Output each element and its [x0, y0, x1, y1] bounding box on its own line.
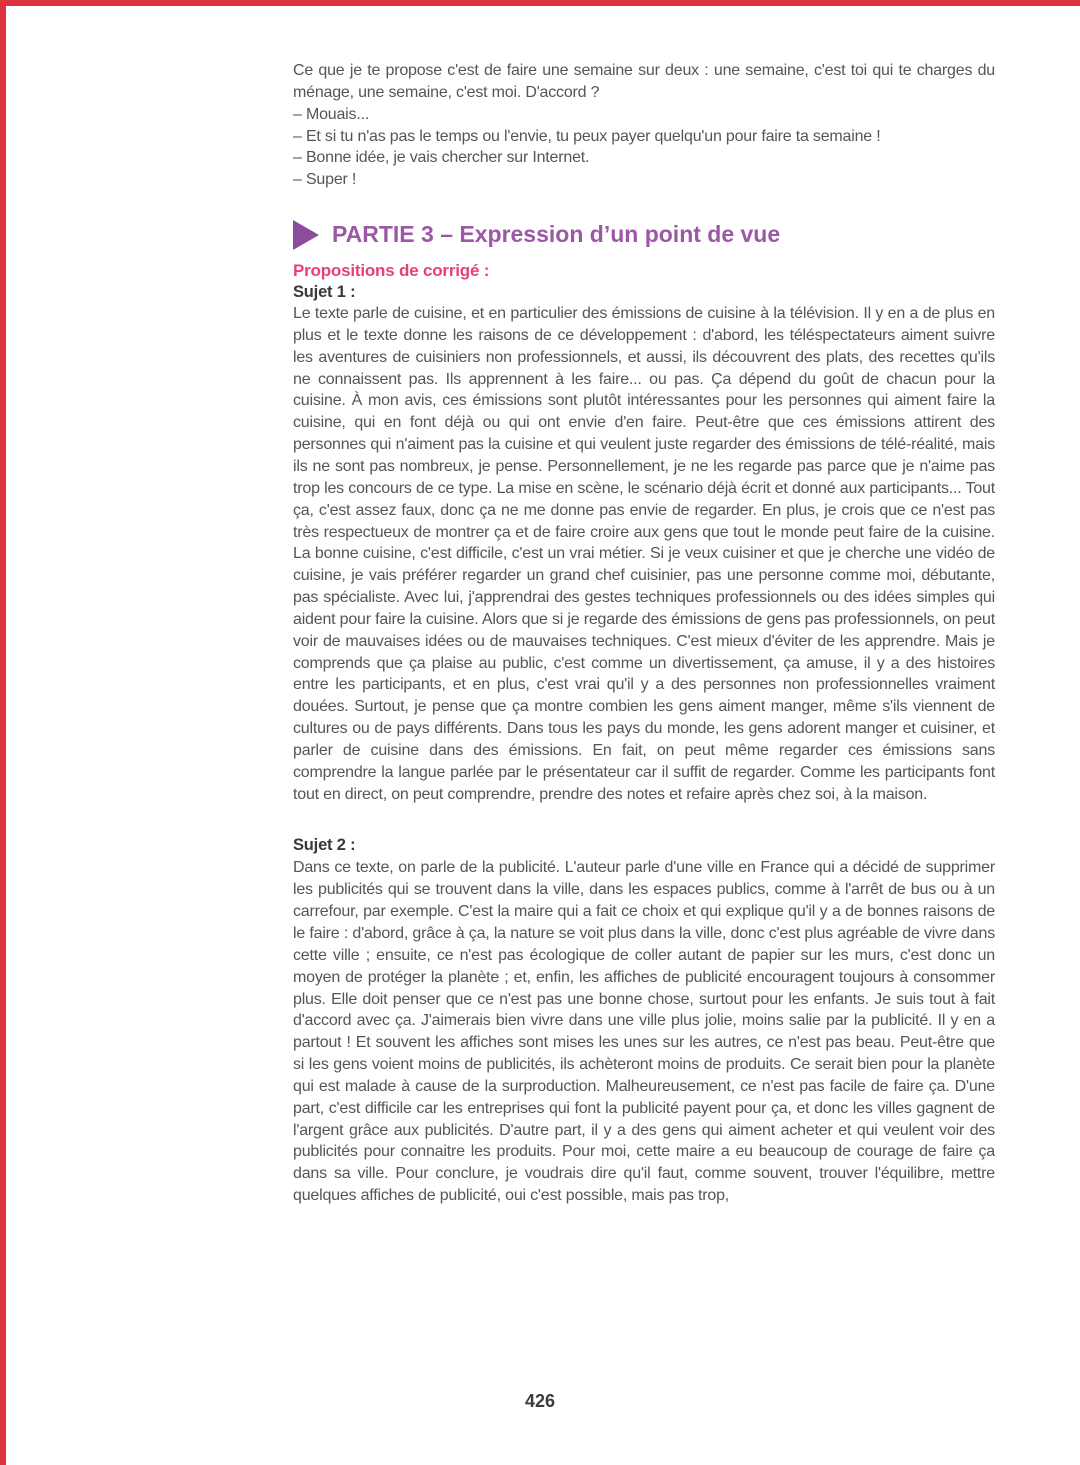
- page-edge-top-line: [0, 0, 1080, 6]
- sujet2-label: Sujet 2 :: [293, 836, 356, 855]
- sujet1-label: Sujet 1 :: [293, 283, 356, 302]
- corrige-subtitle: Propositions de corrigé :: [293, 261, 490, 281]
- dialogue-line: – Bonne idée, je vais chercher sur Internet.: [293, 149, 590, 167]
- play-triangle-icon: [293, 220, 319, 250]
- page-edge-left-line: [0, 0, 6, 1465]
- dialogue-intro: Ce que je te propose c'est de faire une semaine sur deux : une semaine, c'est toi qui te charges du ménage, une semaine, c'est moi. D'accord ?: [293, 62, 995, 101]
- page-content: [293, 60, 995, 1207]
- dialogue-line: – Super !: [293, 171, 357, 189]
- sujet1-text: Le texte parle de cuisine, et en particulier des émissions de cuisine à la télévision. Il y en a de plus en plus et le texte donne les raisons de ce développement : d'abord, les téléspectateurs aiment suivre les aventures de cuisiniers non professionnels, et aussi, ils découvrent des plats, des recettes qu'ils ne connaissent pas. Ils apprennent à les faire... ou pas. Ça dépend du goût de chacun pour la cuisine. À mon avis, ces émissions sont plutôt intéressantes pour les personnes qui aiment faire la cuisine, qui en font déjà ou qui ont envie d'en faire. Peut-être que ces émissions attirent des personnes qui n'aiment pas la cuisine et qui veulent juste regarder des émissions de télé-réalité, mais ils ne sont pas nombreux, je pense. Personnellement, je ne les regarde pas parce que je n'aime pas trop les concours de ce type. La mise en scène, le scénario déjà écrit et donné aux participants... Tout ça, c'est assez faux, donc ça ne me donne pas envie de regarder. En plus, je crois que ce n'est pas très respectueux de montrer ça et de faire croire aux gens que tout le monde peut faire de la cuisine. La bonne cuisine, c'est difficile, c'est un vrai métier. Si je veux cuisiner et que je cherche une vidéo de cuisine, je vais préférer regarder un grand chef cuisinier, pas une personne comme moi, débutante, pas spécialiste. Avec lui, j'apprendrai des gestes techniques professionnels ou des idées simples qui aident pour faire la cuisine. Alors que si je regarde des émissions de gens pas professionnels, on peut voir de mauvaises idées ou de mauvaises techniques. C'est mieux d'éviter de les apprendre. Mais je comprends que ça plaise au public, c'est comme un divertissement, ça amuse, il y a des histoires entre les participants, et en plus, c'est vrai qu'il y a des personnes non professionnelles vraiment douées. Surtout, je pense que ça montre combien les gens aiment manger, même s'ils viennent de cultures ou de pays différents. Dans tous les pays du monde, les gens adorent manger et cuisiner, et parler de cuisine dans des émissions. En fait, on peut même regarder ces émissions sans comprendre la langue parlée par le présentateur car il suffit de regarder. Comme les participants font tout en direct, on peut comprendre, prendre des notes et refaire après chez soi, à la maison.: [293, 305, 995, 803]
- sujet2-text: Dans ce texte, on parle de la publicité. L'auteur parle d'une ville en France qui a décidé de supprimer les publicités qui se trouvent dans la ville, dans les espaces publics, comme à l'arrêt de bus ou à un carrefour, par exemple. C'est la maire qui a fait ce choix et qui explique qu'il y a de bonnes raisons de le faire : d'abord, grâce à ça, la nature se voit plus dans la ville, donc c'est plus agréable de vivre dans cette ville ; ensuite, ce n'est pas écologique de coller autant de papier sur les murs, c'est donc un moyen de protéger la planète ; et, enfin, les affiches de publicité encouragent toujours à consommer plus. Elle doit penser que ce n'est pas une bonne chose, surtout pour les enfants. Je suis tout à fait d'accord avec ça. J'aimerais bien vivre dans une ville plus jolie, moins salie par la publicité. Il y en a partout ! Et souvent les affiches sont mises les unes sur les autres, ce n'est pas beau. Peut-être que si les gens voient moins de publicités, ils achèteront moins de produits. Ce serait bien pour la planète qui est malade à cause de la surproduction. Malheureusement, ce n'est pas facile de faire ça. D'une part, c'est difficile car les entreprises qui font la publicité payent pour ça, et donc les villes gagnent de l'argent grâce aux publicités. D'autre part, il y a des gens qui aiment acheter et qui veulent voir des publicités pour connaitre les produits. Pour moi, cette maire a eu beaucoup de courage de faire ça dans sa ville. Pour conclure, je voudrais dire qu'il faut, comme souvent, trouver l'équilibre, mettre quelques affiches de publicité, oui c'est possible, mais pas trop,: [293, 859, 995, 1205]
- dialogue-line: – Mouais...: [293, 105, 370, 123]
- dialogue-line: – Et si tu n'as pas le temps ou l'envie, tu peux payer quelqu'un pour faire ta semaine !: [293, 127, 881, 145]
- page-number: 426: [524, 1391, 556, 1411]
- section-heading: [293, 218, 995, 251]
- section-title: PARTIE 3 – Expression d’un point de vue: [332, 220, 781, 247]
